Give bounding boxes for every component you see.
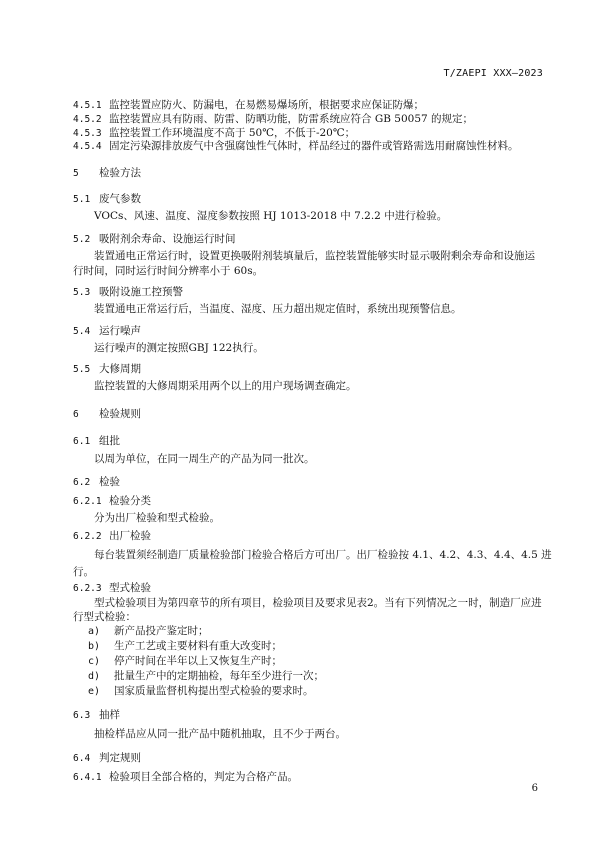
clause-text: 固定污染源排放废气中含强腐蚀性气体时，样品经过的器件或管路需选用耐腐蚀性材料。 (109, 140, 519, 152)
section-title: 检验分类 (109, 495, 151, 507)
clause-number: 4.5.1 (73, 100, 102, 111)
section-title: 吸附设施工控预警 (99, 286, 183, 298)
page-number: 6 (531, 783, 538, 794)
list-item-a (88, 624, 543, 639)
clause-number: 6.4.1 (73, 772, 102, 783)
section-title: 吸附剂余寿命、设施运行时间 (99, 233, 236, 245)
heading-6-3 (73, 708, 543, 723)
list-text: 批量生产中的定期抽检，每年至少进行一次； (114, 670, 324, 682)
section-title: 型式检验 (109, 582, 151, 594)
heading-6-2 (73, 475, 543, 490)
clause-4-5-1 (73, 98, 543, 113)
paragraph-5-5: 监控装置的大修周期采用两个以上的用户现场调查确定。 (94, 380, 357, 392)
clause-number: 4.5.2 (73, 114, 102, 125)
list-item-e (88, 684, 543, 699)
paragraph-6-2-3-line2: 行型式检验： (73, 611, 136, 623)
list-text: 国家质量监督机构提出型式检验的要求时。 (114, 685, 314, 697)
section-title: 大修周期 (99, 363, 141, 375)
heading-5-5 (73, 362, 543, 377)
section-title: 检验方法 (99, 167, 141, 179)
section-title: 组批 (99, 435, 120, 447)
clause-number: 4.5.3 (73, 128, 102, 139)
clause-number: 4.5.4 (73, 141, 102, 152)
list-text: 生产工艺或主要材料有重大改变时； (114, 640, 282, 652)
section-number: 6.4 (73, 753, 91, 764)
list-label: e) (88, 686, 101, 697)
heading-5-2 (73, 232, 543, 247)
heading-6-4 (73, 751, 543, 766)
paragraph-5-3: 装置通电正常运行后，当温度、湿度、压力超出规定值时，系统出现预警信息。 (94, 303, 462, 315)
section-number: 6.2 (73, 477, 91, 488)
section-title: 废气参数 (99, 193, 141, 205)
list-label: d) (88, 671, 101, 682)
list-item-b (88, 639, 543, 654)
section-title: 出厂检验 (109, 530, 151, 542)
section-number: 5.4 (73, 326, 91, 337)
list-label: b) (88, 641, 101, 652)
list-text: 停产时间在半年以上又恢复生产时； (114, 655, 282, 667)
section-number: 5.1 (73, 194, 91, 205)
clause-text: 检验项目全部合格的，判定为合格产品。 (109, 771, 298, 783)
section-number: 6 (73, 409, 79, 420)
clause-6-4-1 (73, 770, 543, 785)
clause-text: 监控装置应防火、防漏电，在易燃易爆场所，根据要求应保证防爆； (109, 99, 424, 111)
paragraph-6-1: 以周为单位，在同一周生产的产品为同一批次。 (94, 453, 315, 465)
section-number: 5.3 (73, 287, 91, 298)
heading-6-2-1 (73, 494, 543, 509)
list-text: 新产品投产鉴定时； (114, 625, 209, 637)
list-item-c (88, 654, 543, 669)
clause-text: 监控装置工作环境温度不高于 50℃，不低于-20℃； (109, 127, 356, 139)
section-title: 检验 (99, 476, 120, 488)
paragraph-6-3: 抽检样品应从同一批产品中随机抽取，且不少于两台。 (94, 728, 346, 740)
clause-4-5-2 (73, 112, 543, 127)
heading-6-2-2 (73, 529, 543, 544)
heading-5-3 (73, 285, 543, 300)
paragraph-5-2-line2: 行时间，同时运行时间分辨率小于 60s。 (73, 265, 264, 277)
section-number: 6.2.1 (73, 496, 102, 507)
paragraph-6-2-2-line2: 行。 (73, 566, 94, 578)
section-number: 6.2.3 (73, 583, 102, 594)
heading-6-2-3 (73, 581, 543, 596)
section-5-heading (73, 166, 543, 181)
section-number: 5.5 (73, 364, 91, 375)
section-number: 5.2 (73, 234, 91, 245)
list-label: a) (88, 626, 101, 637)
list-label: c) (88, 656, 101, 667)
section-title: 运行噪声 (99, 325, 141, 337)
paragraph-6-2-2-line1: 每台装置须经制造厂质量检验部门检验合格后方可出厂。出厂检验按 4.1、4.2、4.3、4.4、4.5 进 (94, 549, 552, 561)
section-number: 6.3 (73, 710, 91, 721)
heading-6-1 (73, 434, 543, 449)
section-number: 6.1 (73, 436, 91, 447)
section-6-heading (73, 407, 543, 422)
paragraph-5-4: 运行噪声的测定按照GBJ 122执行。 (94, 342, 264, 354)
section-number: 6.2.2 (73, 531, 102, 542)
clause-text: 监控装置应具有防雨、防雷、防晒功能，防雷系统应符合 GB 50057 的规定； (109, 113, 474, 125)
list-item-d (88, 669, 543, 684)
section-title: 检验规则 (99, 408, 141, 420)
paragraph-6-2-3-line1: 型式检验项目为第四章节的所有项目，检验项目及要求见表2。当有下列情况之一时，制造厂应进 (94, 597, 542, 609)
section-number: 5 (73, 168, 79, 179)
heading-5-1 (73, 192, 543, 207)
section-title: 抽样 (99, 709, 120, 721)
paragraph-5-2-line1: 装置通电正常运行时，设置更换吸附剂装填量后，监控装置能够实时显示吸附剩余寿命和设施运 (94, 250, 535, 262)
paragraph-6-2-1: 分为出厂检验和型式检验。 (94, 512, 220, 524)
section-title: 判定规则 (99, 752, 141, 764)
clause-4-5-4 (73, 139, 543, 154)
standard-code-header: T/ZAEPI XXX—2023 (443, 68, 543, 79)
heading-5-4 (73, 324, 543, 339)
paragraph-5-1: VOCs、风速、温度、湿度参数按照 HJ 1013-2018 中 7.2.2 中进行检验。 (94, 210, 448, 222)
